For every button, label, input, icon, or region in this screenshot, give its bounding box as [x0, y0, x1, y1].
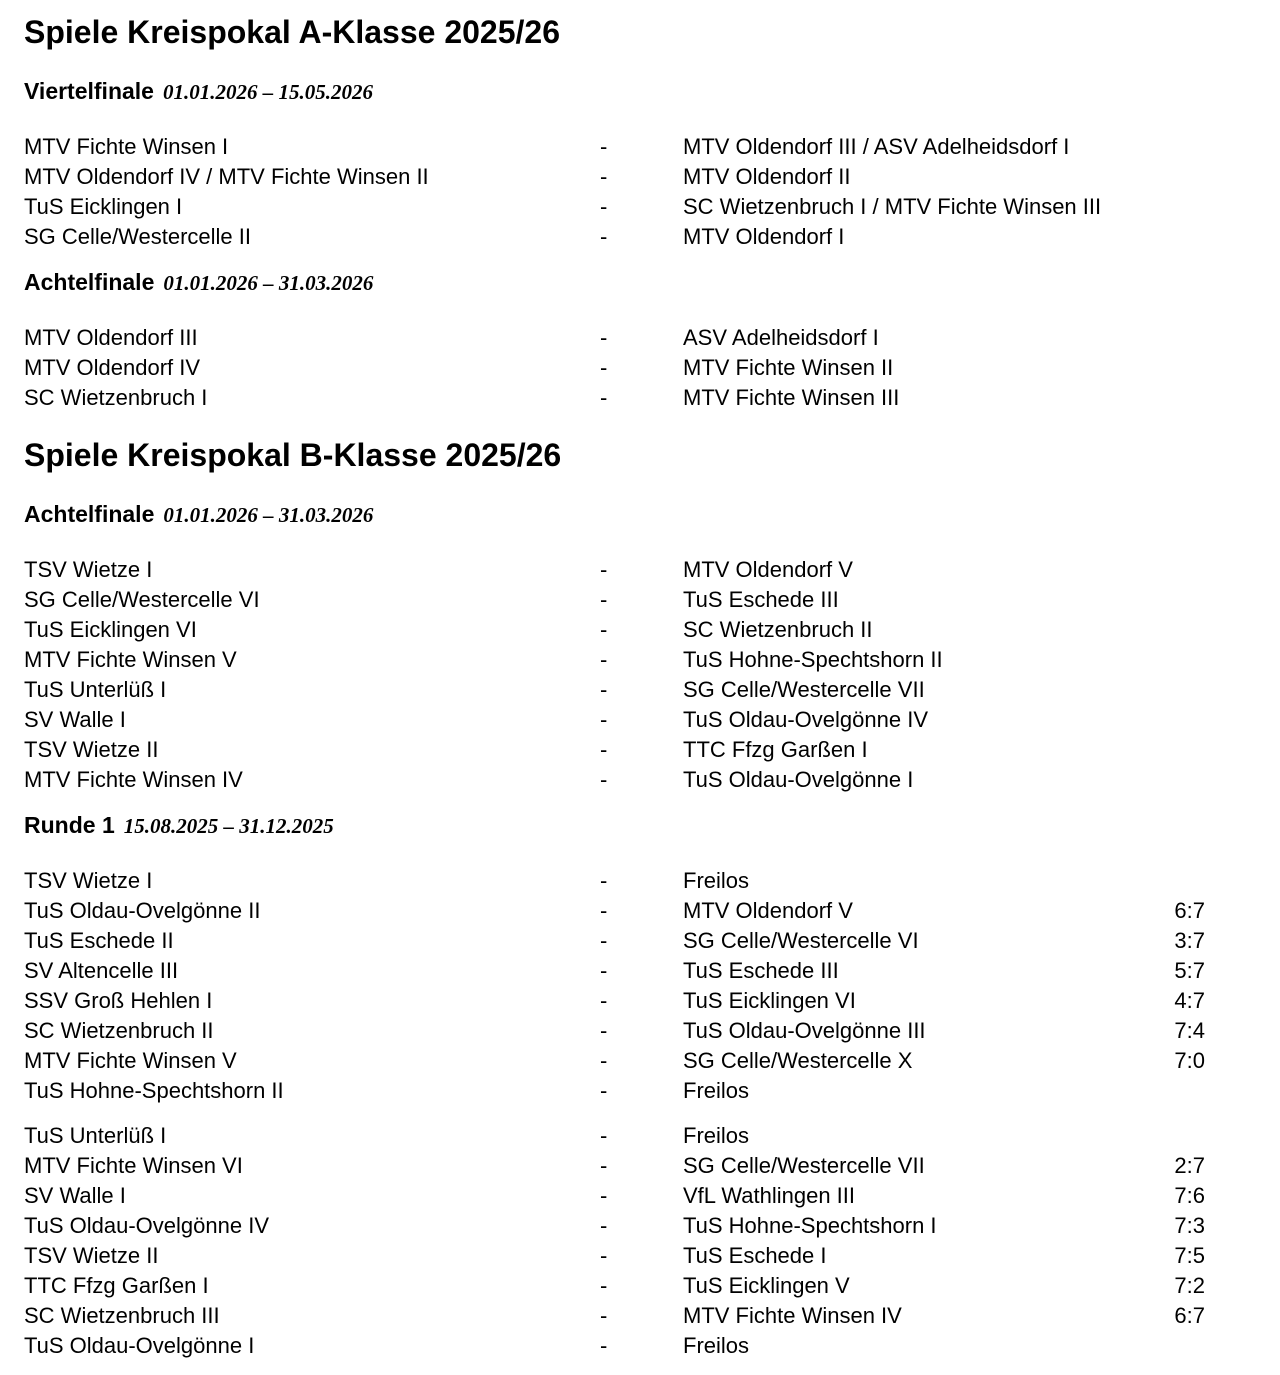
home-team: MTV Fichte Winsen VI — [24, 1153, 243, 1178]
home-team: TTC Ffzg Garßen I — [24, 1273, 209, 1298]
separator-dash: - — [600, 194, 608, 219]
away-team: SG Celle/Westercelle X — [683, 1048, 913, 1073]
away-team: MTV Oldendorf I — [683, 224, 845, 249]
match-group — [24, 323, 1205, 413]
match-row — [24, 1046, 1205, 1076]
home-team: TuS Oldau-Ovelgönne II — [24, 898, 261, 923]
round-name: Runde 1 — [24, 812, 115, 838]
separator-dash: - — [600, 134, 608, 159]
match-score: 7:2 — [1174, 1273, 1205, 1298]
match-row — [24, 735, 1205, 765]
match-row — [24, 1151, 1205, 1181]
match-score: 7:4 — [1174, 1018, 1205, 1043]
match-row — [24, 1271, 1205, 1301]
home-team: MTV Fichte Winsen V — [24, 647, 237, 672]
home-team: TuS Eschede II — [24, 928, 174, 953]
match-group — [24, 1121, 1205, 1361]
away-team: VfL Wathlingen III — [683, 1183, 856, 1208]
separator-dash: - — [600, 958, 608, 983]
away-team: TuS Eschede III — [683, 958, 839, 983]
home-team: TuS Eicklingen I — [24, 194, 183, 219]
separator-dash: - — [600, 928, 608, 953]
separator-dash: - — [600, 617, 608, 642]
match-row — [24, 383, 1205, 413]
match-row — [24, 675, 1205, 705]
home-team: MTV Fichte Winsen I — [24, 134, 229, 159]
away-team: TTC Ffzg Garßen I — [683, 737, 868, 762]
match-score — [1115, 1331, 1205, 1361]
away-team: TuS Eicklingen VI — [683, 988, 856, 1013]
home-team: MTV Oldendorf III — [24, 325, 198, 350]
away-team: SG Celle/Westercelle VII — [683, 1153, 925, 1178]
away-team: Freilos — [683, 1333, 750, 1358]
away-team: TuS Hohne-Spechtshorn II — [683, 647, 943, 672]
match-row — [24, 192, 1205, 222]
separator-dash: - — [600, 767, 608, 792]
away-team: Freilos — [683, 1078, 750, 1103]
match-row — [24, 323, 1205, 353]
away-team: TuS Hohne-Spechtshorn I — [683, 1213, 937, 1238]
match-row — [24, 1076, 1205, 1106]
match-score: 7:0 — [1174, 1048, 1205, 1073]
separator-dash: - — [600, 898, 608, 923]
separator-dash: - — [600, 677, 608, 702]
match-score — [1115, 866, 1205, 896]
home-team: SV Walle I — [24, 1183, 126, 1208]
round-heading — [24, 77, 1205, 106]
away-team: MTV Oldendorf V — [683, 898, 853, 923]
match-row — [24, 896, 1205, 926]
match-score — [1115, 222, 1205, 252]
away-team: TuS Eicklingen V — [683, 1273, 850, 1298]
round-dates: 01.01.2026 – 15.05.2026 — [162, 80, 373, 104]
away-team: TuS Eschede III — [683, 587, 839, 612]
separator-dash: - — [600, 1078, 608, 1103]
home-team: SSV Groß Hehlen I — [24, 988, 213, 1013]
match-row — [24, 1016, 1205, 1046]
separator-dash: - — [600, 737, 608, 762]
home-team: TSV Wietze I — [24, 557, 153, 582]
cup-section — [24, 437, 1205, 1361]
match-score: 2:7 — [1174, 1153, 1205, 1178]
away-team: SC Wietzenbruch I / MTV Fichte Winsen III — [683, 194, 1102, 219]
home-team: SG Celle/Westercelle II — [24, 224, 252, 249]
match-row — [24, 866, 1205, 896]
match-score — [1115, 615, 1205, 645]
match-row — [24, 926, 1205, 956]
match-score — [1115, 705, 1205, 735]
home-team: TuS Hohne-Spechtshorn II — [24, 1078, 284, 1103]
separator-dash: - — [600, 707, 608, 732]
match-score — [1115, 735, 1205, 765]
match-row — [24, 1241, 1205, 1271]
match-score — [1115, 323, 1205, 353]
separator-dash: - — [600, 1123, 608, 1148]
away-team: TuS Oldau-Ovelgönne IV — [683, 707, 928, 732]
away-team: TuS Eschede I — [683, 1243, 827, 1268]
away-team: SC Wietzenbruch II — [683, 617, 873, 642]
round — [24, 268, 1205, 413]
match-row — [24, 1331, 1205, 1361]
home-team: SC Wietzenbruch III — [24, 1303, 220, 1328]
match-row — [24, 1211, 1205, 1241]
home-team: TSV Wietze I — [24, 868, 153, 893]
cup-section — [24, 14, 1205, 413]
separator-dash: - — [600, 355, 608, 380]
match-score — [1115, 1121, 1205, 1151]
separator-dash: - — [600, 1018, 608, 1043]
home-team: MTV Fichte Winsen V — [24, 1048, 237, 1073]
separator-dash: - — [600, 164, 608, 189]
section-title: Spiele Kreispokal B-Klasse 2025/26 — [24, 437, 562, 473]
round — [24, 500, 1205, 795]
match-score: 7:6 — [1174, 1183, 1205, 1208]
match-score: 6:7 — [1174, 898, 1205, 923]
away-team: MTV Fichte Winsen II — [683, 355, 894, 380]
section-title: Spiele Kreispokal A-Klasse 2025/26 — [24, 14, 560, 50]
match-row — [24, 555, 1205, 585]
home-team: TuS Unterlüß I — [24, 1123, 167, 1148]
match-score — [1115, 162, 1205, 192]
match-score: 7:5 — [1174, 1243, 1205, 1268]
match-score — [1115, 1076, 1205, 1106]
match-row — [24, 222, 1205, 252]
separator-dash: - — [600, 1273, 608, 1298]
home-team: TuS Oldau-Ovelgönne IV — [24, 1213, 269, 1238]
round-dates: 15.08.2025 – 31.12.2025 — [123, 814, 334, 838]
separator-dash: - — [600, 1213, 608, 1238]
match-score — [1115, 383, 1205, 413]
separator-dash: - — [600, 1243, 608, 1268]
away-team: Freilos — [683, 1123, 750, 1148]
round-heading — [24, 268, 1205, 297]
match-row — [24, 1301, 1205, 1331]
match-score — [1115, 555, 1205, 585]
separator-dash: - — [600, 1183, 608, 1208]
match-score: 3:7 — [1174, 928, 1205, 953]
match-row — [24, 162, 1205, 192]
away-team: MTV Oldendorf II — [683, 164, 851, 189]
home-team: TSV Wietze II — [24, 1243, 159, 1268]
match-score — [1115, 585, 1205, 615]
separator-dash: - — [600, 1153, 608, 1178]
separator-dash: - — [600, 587, 608, 612]
match-score: 4:7 — [1174, 988, 1205, 1013]
match-score — [1115, 675, 1205, 705]
separator-dash: - — [600, 868, 608, 893]
match-score — [1115, 765, 1205, 795]
match-score: 5:7 — [1174, 958, 1205, 983]
away-team: MTV Oldendorf V — [683, 557, 853, 582]
home-team: SC Wietzenbruch II — [24, 1018, 214, 1043]
match-row — [24, 645, 1205, 675]
match-group — [24, 132, 1205, 252]
match-group — [24, 866, 1205, 1106]
round-name: Achtelfinale — [24, 269, 155, 295]
separator-dash: - — [600, 1333, 608, 1358]
match-row — [24, 956, 1205, 986]
round — [24, 77, 1205, 252]
match-row — [24, 705, 1205, 735]
separator-dash: - — [600, 224, 608, 249]
document-root — [24, 14, 1205, 1361]
home-team: TuS Oldau-Ovelgönne I — [24, 1333, 255, 1358]
home-team: MTV Oldendorf IV / MTV Fichte Winsen II — [24, 164, 429, 189]
separator-dash: - — [600, 325, 608, 350]
away-team: SG Celle/Westercelle VII — [683, 677, 925, 702]
away-team: MTV Fichte Winsen IV — [683, 1303, 902, 1328]
round-name: Achtelfinale — [24, 501, 155, 527]
home-team: MTV Oldendorf IV — [24, 355, 201, 380]
match-row — [24, 132, 1205, 162]
separator-dash: - — [600, 1048, 608, 1073]
match-score — [1115, 192, 1205, 222]
home-team: TuS Eicklingen VI — [24, 617, 197, 642]
away-team: TuS Oldau-Ovelgönne III — [683, 1018, 926, 1043]
round-dates: 01.01.2026 – 31.03.2026 — [163, 503, 374, 527]
match-score: 7:3 — [1174, 1213, 1205, 1238]
match-score: 6:7 — [1174, 1303, 1205, 1328]
match-row — [24, 615, 1205, 645]
away-team: MTV Oldendorf III / ASV Adelheidsdorf I — [683, 134, 1070, 159]
separator-dash: - — [600, 988, 608, 1013]
away-team: MTV Fichte Winsen III — [683, 385, 900, 410]
match-group — [24, 555, 1205, 795]
separator-dash: - — [600, 557, 608, 582]
match-row — [24, 765, 1205, 795]
match-score — [1115, 132, 1205, 162]
away-team: Freilos — [683, 868, 750, 893]
round — [24, 811, 1205, 1361]
match-score — [1115, 353, 1205, 383]
round-dates: 01.01.2026 – 31.03.2026 — [163, 271, 374, 295]
round-heading — [24, 811, 1205, 840]
match-row — [24, 1181, 1205, 1211]
home-team: SC Wietzenbruch I — [24, 385, 208, 410]
match-score — [1115, 645, 1205, 675]
home-team: SV Walle I — [24, 707, 126, 732]
home-team: MTV Fichte Winsen IV — [24, 767, 243, 792]
match-row — [24, 1121, 1205, 1151]
home-team: TSV Wietze II — [24, 737, 159, 762]
match-row — [24, 585, 1205, 615]
home-team: SV Altencelle III — [24, 958, 179, 983]
away-team: ASV Adelheidsdorf I — [683, 325, 879, 350]
away-team: SG Celle/Westercelle VI — [683, 928, 919, 953]
home-team: TuS Unterlüß I — [24, 677, 167, 702]
match-row — [24, 353, 1205, 383]
round-name: Viertelfinale — [24, 78, 154, 104]
home-team: SG Celle/Westercelle VI — [24, 587, 260, 612]
separator-dash: - — [600, 385, 608, 410]
separator-dash: - — [600, 647, 608, 672]
round-heading — [24, 500, 1205, 529]
away-team: TuS Oldau-Ovelgönne I — [683, 767, 914, 792]
match-row — [24, 986, 1205, 1016]
separator-dash: - — [600, 1303, 608, 1328]
